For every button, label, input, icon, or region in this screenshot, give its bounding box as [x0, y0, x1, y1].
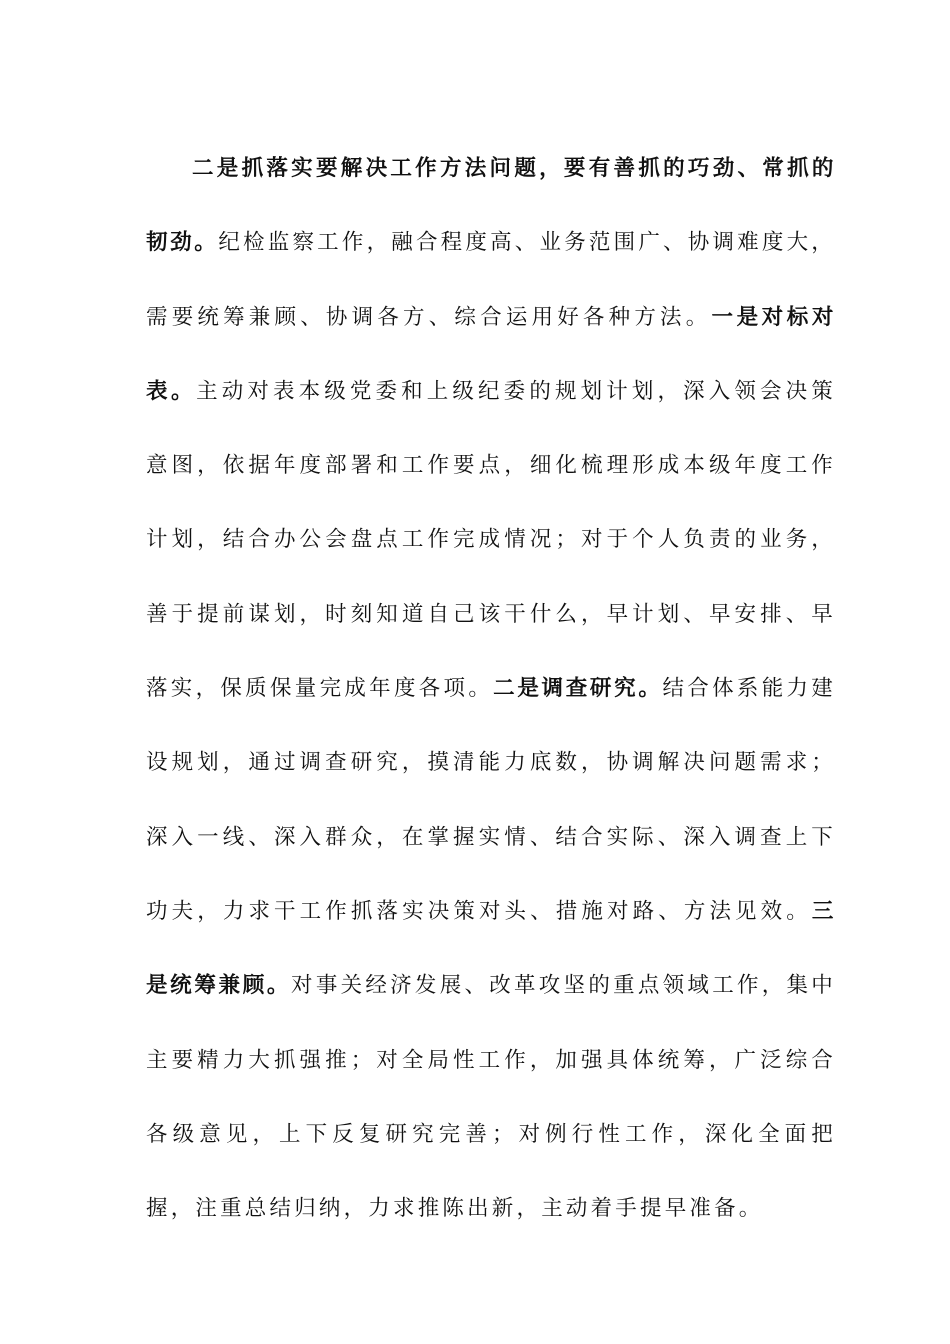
point-two-heading: 二是调查研究。	[493, 676, 663, 702]
point-three-heading: 三是统筹兼顾。	[146, 898, 836, 999]
point-two-text: 结合体系能力建设规划，通过调查研究，摸清能力底数，协调解决问题需求；深入一线、深入群众，在掌握实情、结合实际、深入调查上下功夫，力求干工作抓落实决策对头、措施对路、方法见效。	[146, 676, 836, 924]
paragraph-heading: 二是抓落实要解决工作方法问题，要有善抓的巧劲、常抓的韧劲。	[146, 156, 836, 256]
point-one-heading: 一是对标对表。	[146, 304, 836, 404]
body-text: 纪检监察工作，融合程度高、业务范围广、协调难度大，需要统筹兼顾、协调各方、综合运用好各种方法。	[146, 230, 836, 330]
point-three-text: 对事关经济发展、改革攻坚的重点领域工作，集中主要精力大抓强推；对全局性工作，加强具体统筹，广泛综合各级意见，上下反复研究完善；对例行性工作，深化全面把握，注重总结归纳，力求推陈出新，主动着手提早准备。	[146, 973, 836, 1222]
point-one-text: 主动对表本级党委和上级纪委的规划计划，深入领会决策意图，依据年度部署和工作要点，细化梳理形成本级年度工作计划，结合办公会盘点工作完成情况；对于个人负责的业务，善于提前谋划，时刻知道自己该干什么，早计划、早安排、早落实，保质保量完成年度各项。	[146, 378, 836, 702]
body-paragraph	[146, 132, 836, 1246]
